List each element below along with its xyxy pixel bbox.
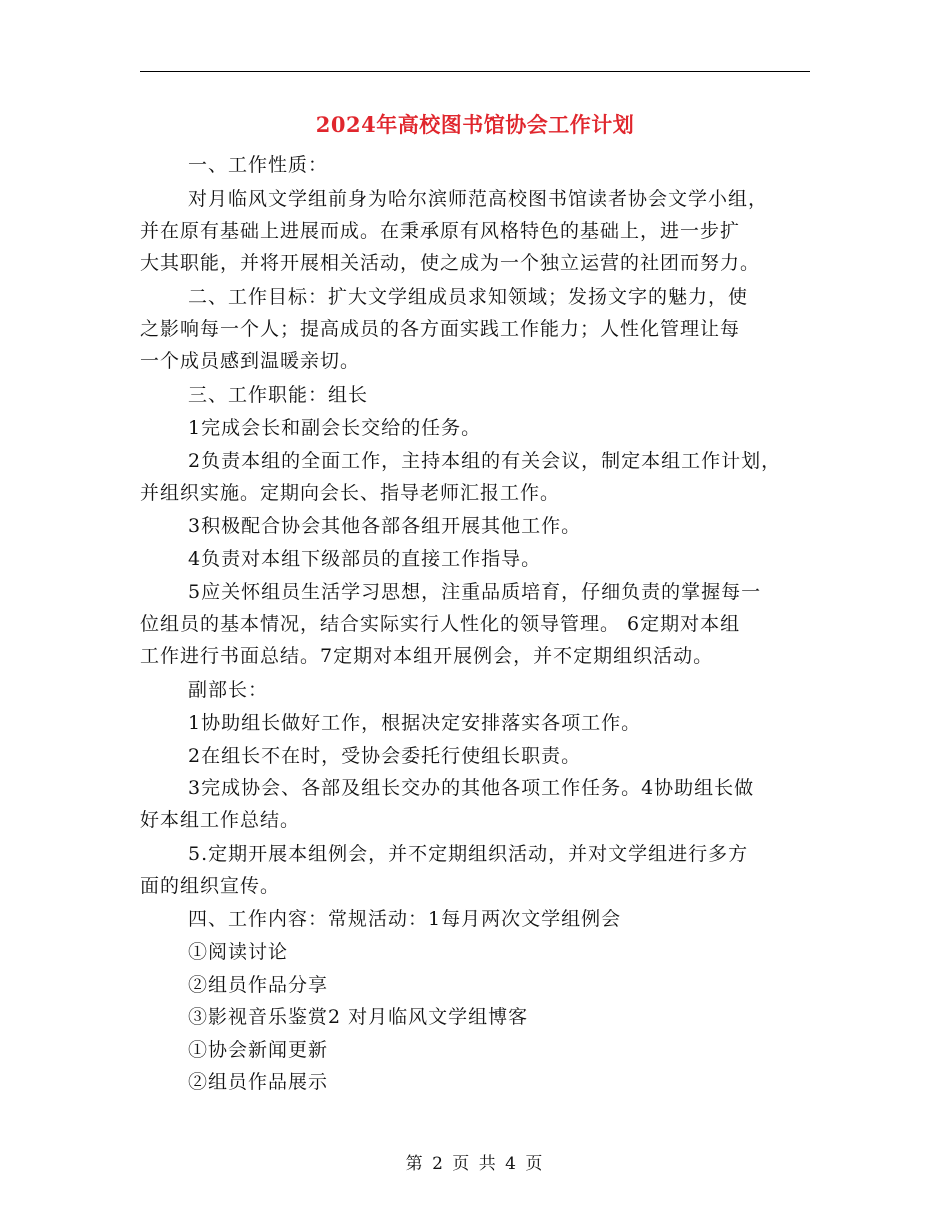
section-heading: 四、工作内容：常规活动：1每月两次文学组例会: [188, 908, 622, 930]
list-item: 4负责对本组下级部员的直接工作指导。: [188, 548, 542, 570]
paragraph-line: 对月临风文学组前身为哈尔滨师范高校图书馆读者协会文学小组，: [188, 188, 769, 210]
paragraph-line: 好本组工作总结。: [140, 809, 301, 831]
header-rule: [140, 71, 810, 72]
list-item: 1协助组长做好工作，根据决定安排落实各项工作。: [188, 712, 642, 734]
section-heading: 一、工作性质：: [188, 154, 329, 176]
paragraph-line: 二、工作目标：扩大文学组成员求知领域；发扬文字的魅力，使: [188, 286, 749, 308]
list-item: 5.定期开展本组例会，并不定期组织活动，并对文学组进行多方: [188, 843, 749, 865]
paragraph-line: 并在原有基础上进展而成。在秉承原有风格特色的基础上，进一步扩: [140, 220, 741, 242]
paragraph-line: 之影响每一个人；提高成员的各方面实践工作能力；人性化管理让每: [140, 318, 741, 340]
paragraph-line: 大其职能，并将开展相关活动，使之成为一个独立运营的社团而努力。: [140, 252, 761, 274]
list-item: 3积极配合协会其他各部各组开展其他工作。: [188, 515, 582, 537]
section-heading: 副部长：: [188, 679, 269, 701]
list-item: ②组员作品分享: [188, 974, 329, 996]
section-heading: 三、工作职能：组长: [188, 384, 369, 406]
page-number: 第 2 页 共 4 页: [405, 1154, 545, 1174]
list-item: ③影视音乐鉴赏2 对月临风文学组博客: [188, 1006, 529, 1028]
list-item: 2在组长不在时，受协会委托行使组长职责。: [188, 745, 582, 767]
paragraph-line: 并组织实施。定期向会长、指导老师汇报工作。: [140, 482, 561, 504]
list-item: 5应关怀组员生活学习思想，注重品质培育，仔细负责的掌握每一: [188, 581, 762, 603]
paragraph-line: 一个成员感到温暖亲切。: [140, 350, 361, 372]
document-title: 2024年高校图书馆协会工作计划: [315, 112, 635, 137]
paragraph-line: 面的组织宣传。: [140, 875, 281, 897]
list-item: 2负责本组的全面工作，主持本组的有关会议，制定本组工作计划，: [188, 450, 782, 472]
list-item: ②组员作品展示: [188, 1071, 329, 1093]
list-item: ①阅读讨论: [188, 941, 289, 963]
list-item: 1完成会长和副会长交给的任务。: [188, 417, 482, 439]
list-item: ①协会新闻更新: [188, 1039, 329, 1061]
paragraph-line: 位组员的基本情况，结合实际实行人性化的领导管理。 6定期对本组: [140, 613, 741, 635]
paragraph-line: 工作进行书面总结。7定期对本组开展例会，并不定期组织活动。: [140, 645, 714, 667]
list-item: 3完成协会、各部及组长交办的其他各项工作任务。4协助组长做: [188, 777, 755, 799]
